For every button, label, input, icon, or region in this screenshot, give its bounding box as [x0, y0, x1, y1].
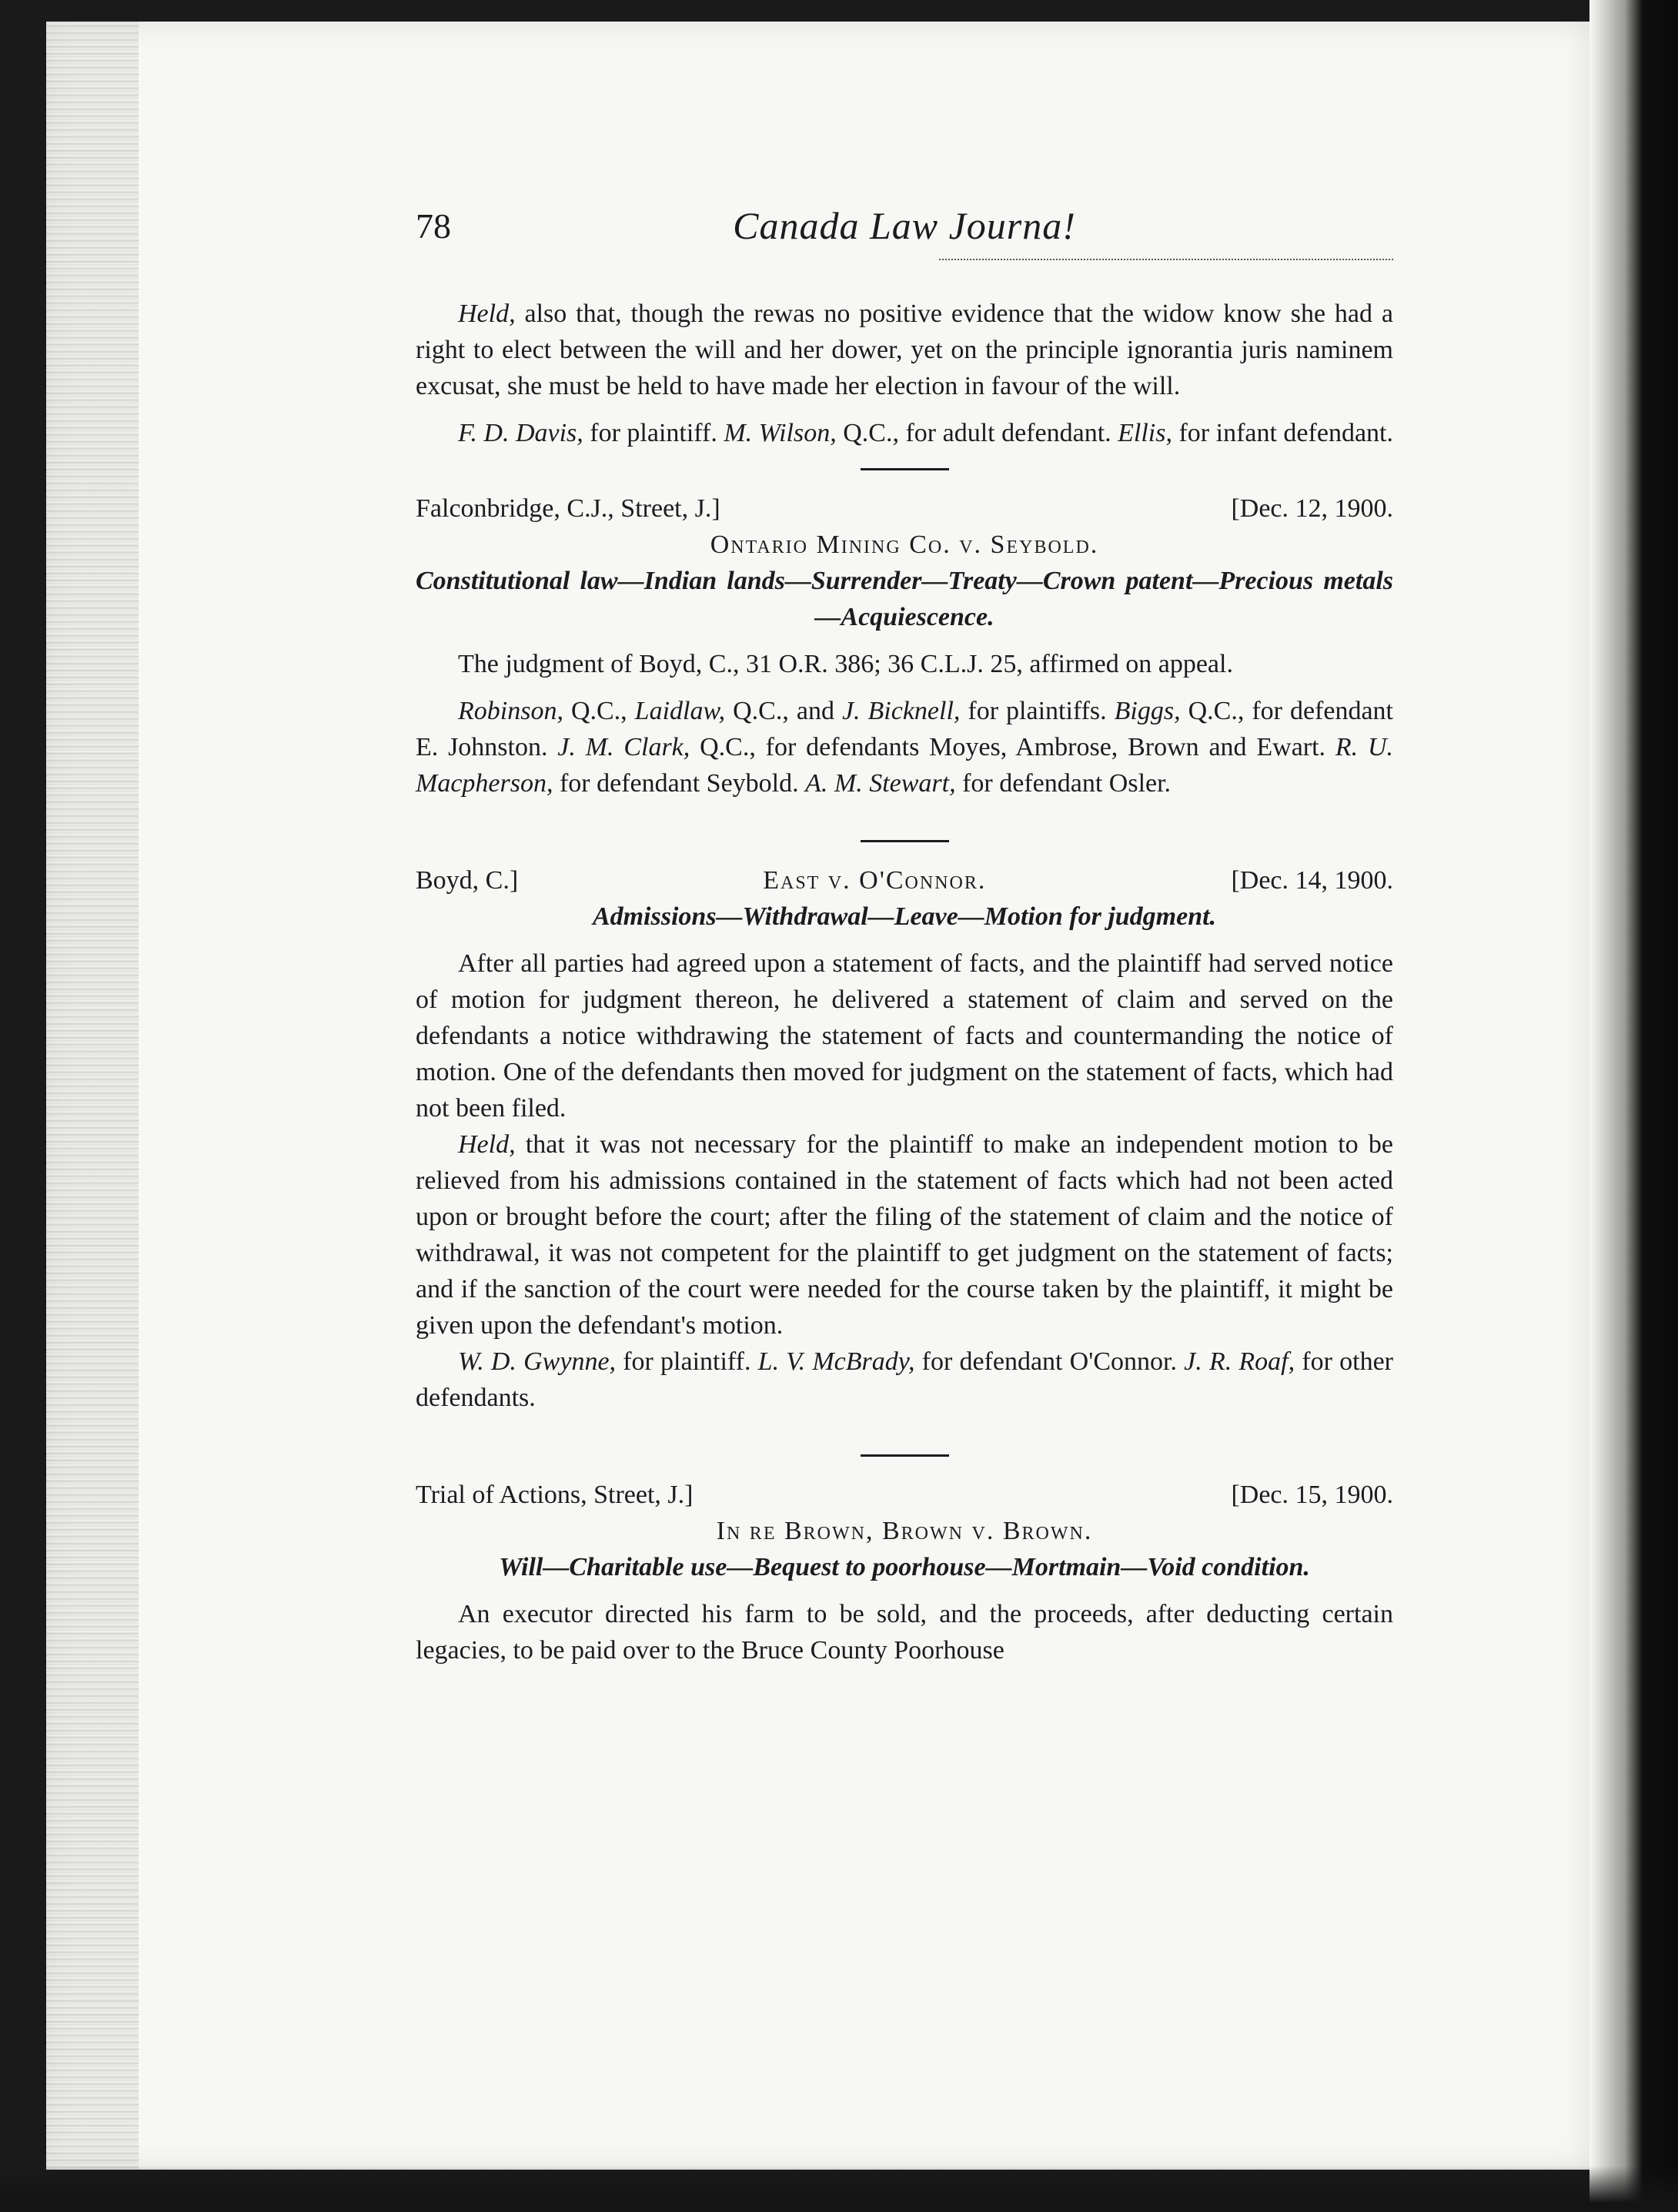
counsel-name: F. D. Davis, [458, 419, 583, 447]
case3-title: East v. O'Connor. [763, 866, 987, 895]
case3-headnote: Admissions—Withdrawal—Leave—Motion for judgment. [592, 902, 1217, 931]
counsel-role: Q.C., [563, 697, 635, 725]
counsel-name: A. M. Stewart, [805, 769, 956, 798]
counsel-name: Biggs, [1114, 697, 1181, 725]
counsel-role: Q.C., and [725, 697, 842, 725]
case2-counsel [416, 693, 1393, 801]
case3-date: [Dec. 14, 1900. [1231, 866, 1393, 895]
counsel-name: M. Wilson, [724, 419, 837, 447]
case2-title: Ontario Mining Co. v. Seybold. [710, 530, 1099, 559]
case3-counsel [416, 1344, 1393, 1416]
case4-title: In re Brown, Brown v. Brown. [716, 1517, 1093, 1545]
counsel-name: Laidlaw, [634, 697, 726, 725]
counsel-name: W. D. Gwynne, [458, 1347, 617, 1376]
counsel-name: J. R. Roaf, [1184, 1347, 1295, 1376]
case2-court: Falconbridge, C.J., Street, J.] [416, 494, 720, 523]
counsel-role: for other defendants. [416, 1347, 1393, 1412]
case4-facts: An executor directed his farm to be sold, and the proceeds, after deducting certain legacies, to be paid over to the Bruce County Poorhouse [416, 1600, 1393, 1665]
case3-held-paragraph [416, 1126, 1393, 1344]
counsel-role: for defendant O'Connor. [914, 1347, 1185, 1376]
case1-counsel [416, 415, 1393, 451]
case-separator [861, 468, 949, 470]
counsel-name: Ellis, [1118, 419, 1172, 447]
case-separator [861, 840, 949, 842]
page-number: 78 [416, 206, 451, 246]
counsel-name: L. V. McBrady, [757, 1347, 915, 1376]
counsel-name: R. U. Macpherson, [416, 733, 1394, 798]
counsel-role: for plaintiffs. [960, 697, 1115, 725]
case2-headnote: Constitutional law—Indian lands—Surrender—Treaty—Crown patent—Precious metals—Acquiescence. [416, 567, 1393, 631]
page-binding-edge [46, 22, 139, 2170]
counsel-role: for plaintiff. [616, 1347, 758, 1376]
counsel-name: J. Bicknell, [841, 697, 961, 725]
counsel-name: J. M. Clark, [557, 733, 690, 761]
case4-heading [416, 1477, 1393, 1513]
case4-court: Trial of Actions, Street, J.] [416, 1481, 694, 1509]
header-rule [939, 259, 1393, 260]
held-label: Held, [458, 1130, 516, 1159]
bottom-page-edge [0, 2166, 1678, 2212]
counsel-role: for plaintiff. [583, 419, 724, 447]
held-label: Held, [458, 300, 516, 328]
held-text: that it was not necessary for the plaintiff to make an independent motion to be relieved from his admissions contained in the statement of facts which had not been acted upon or brought before the court; after the filing of the statement of claim and the notice of withdrawal, it was not competent for the plaintiff to get judgment on the statement of facts; and if the sanction of the court were needed for the course taken by the plaintiff, it might be given upon the defendant's motion. [416, 1130, 1393, 1340]
right-page-edge [1589, 0, 1678, 2212]
counsel-role: for infant defendant. [1172, 419, 1393, 447]
journal-title: Canada Law Journa! [733, 204, 1076, 247]
case3-facts: After all parties had agreed upon a statement of facts, and the plaintiff had served notice of motion for judgment thereon, he delivered a statement of claim and served on the defendants a notice withdrawing the statement of facts and countermanding the notice of motion. One of the defendants then moved for judgment on the statement of facts, which had not been filed. [416, 949, 1393, 1123]
case4-headnote: Will—Charitable use—Bequest to poorhouse—Mortmain—Void condition. [499, 1553, 1310, 1581]
running-header [416, 204, 1393, 262]
counsel-role: for defendant Osler. [955, 769, 1172, 798]
held-text: also that, though the rewas no positive evidence that the widow know she had a right to elect between the will and her dower, yet on the principle ignorantia juris naminem excusat, she must be held to have made her election in favour of the will. [416, 300, 1393, 400]
counsel-role: Q.C., for defendants Moyes, Ambrose, Brown and Ewart. [690, 733, 1335, 761]
counsel-role: Q.C., for adult defendant. [836, 419, 1118, 447]
case2-heading [416, 490, 1393, 527]
case3-heading [416, 862, 1393, 899]
case-separator [861, 1454, 949, 1457]
case3-court: Boyd, C.] [416, 866, 519, 895]
counsel-role: Q.C., for defendant E. Johnston. [416, 697, 1393, 761]
case2-date: [Dec. 12, 1900. [1231, 494, 1393, 523]
counsel-name: Robinson, [458, 697, 563, 725]
case4-date: [Dec. 15, 1900. [1231, 1481, 1393, 1509]
counsel-role: for defendant Seybold. [553, 769, 806, 798]
case1-held-paragraph [416, 296, 1393, 404]
page-content [416, 204, 1394, 1668]
case2-judgment: The judgment of Boyd, C., 31 O.R. 386; 36 C.L.J. 25, affirmed on appeal. [458, 650, 1233, 678]
